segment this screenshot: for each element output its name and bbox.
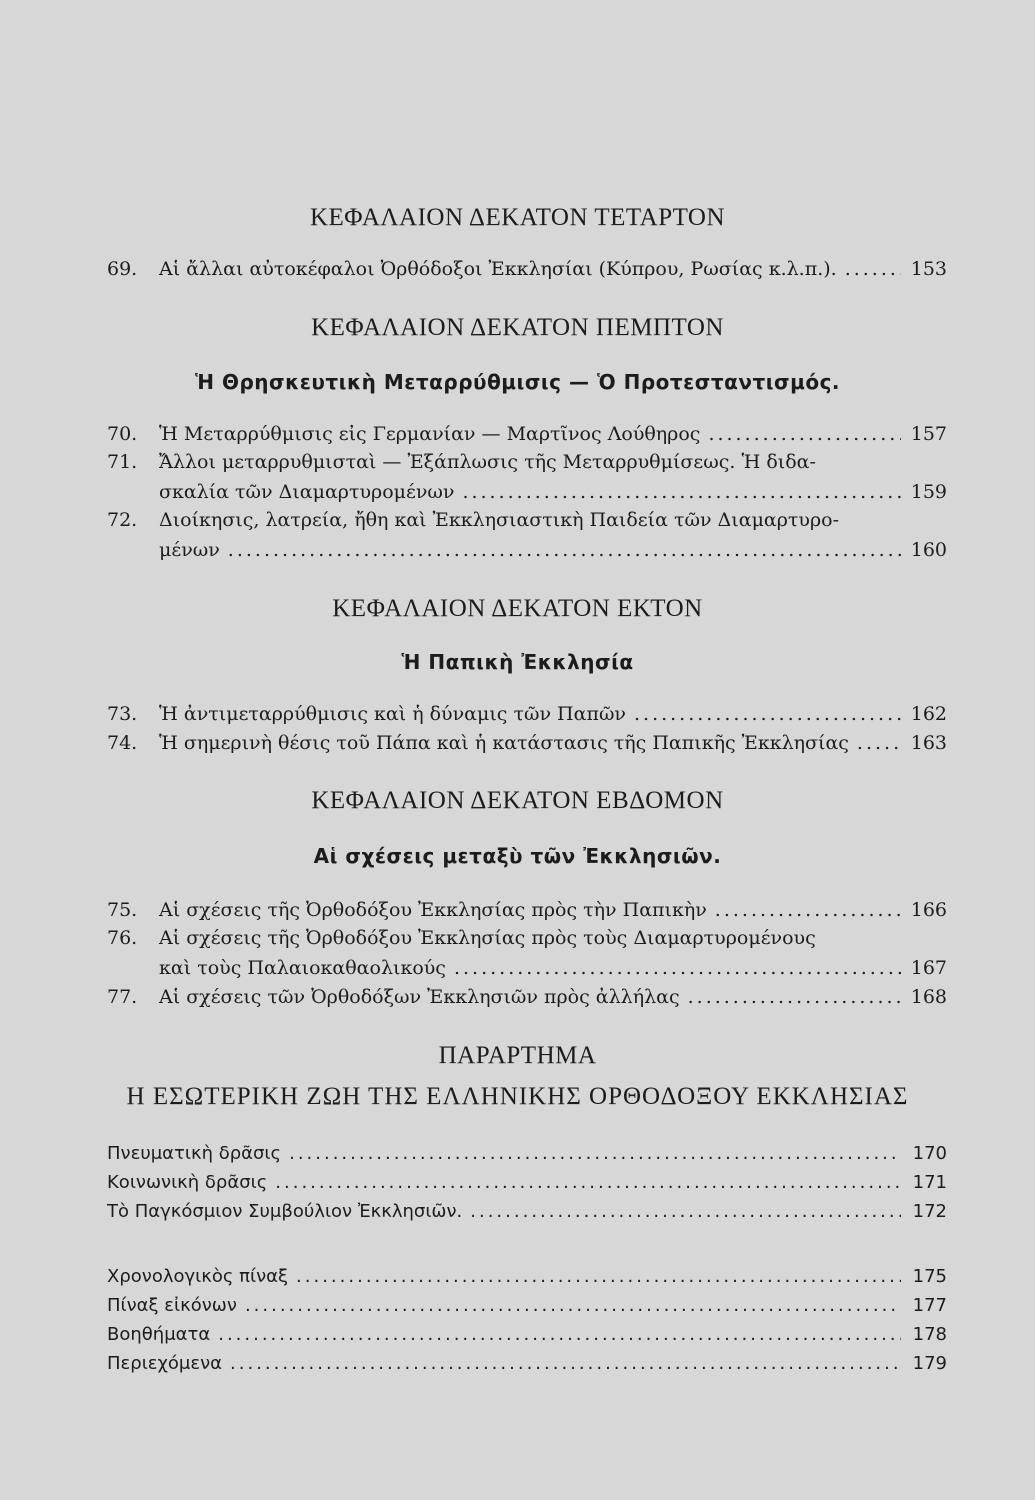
page-number: 179 [912,1353,947,1374]
dot-leader [688,986,901,1008]
back-matter-entry [107,1324,947,1345]
page-number: 162 [910,703,947,725]
toc-entry [107,899,947,921]
page-number: 171 [912,1172,947,1193]
dot-leader [845,258,901,280]
chapter-subtitle: Ἡ Θρησκευτικὴ Μεταρρύθμισις — Ὁ Προτεσταντισμός. [194,370,841,394]
back-matter-entry [107,1353,947,1374]
appendix-heading: ΠΑΡΑΡΤΗΜΑ [438,1042,597,1069]
entry-number: 76. [107,927,138,949]
entry-number: 77. [107,986,138,1008]
entry-title: Διοίκησις, λατρεία, ἤθη καὶ Ἐκκλησιαστικὴ Παιδεία τῶν Διαμαρτυρο- [159,509,840,531]
entry-title-continued: μένων [159,539,220,561]
page-number: 157 [910,423,947,445]
entry-number: 71. [107,451,138,473]
toc-entry [107,927,947,949]
page-number: 177 [912,1295,947,1316]
dot-leader [462,481,901,503]
entry-title-continued: καὶ τοὺς Παλαιοκαθαολικούς [159,957,446,979]
entry-number: 74. [107,732,138,754]
page-number: 178 [912,1324,947,1345]
dot-leader [715,899,901,921]
dot-leader [289,1143,901,1164]
dot-leader [634,703,901,725]
entry-title: Αἱ σχέσεις τῶν Ὀρθοδόξων Ἐκκλησιῶν πρὸς ἀλλήλας [159,986,680,1008]
toc-entry-continuation [107,539,947,561]
toc-entry [107,451,947,473]
chapter-subtitle: Αἱ σχέσεις μεταξὺ τῶν Ἐκκλησιῶν. [313,844,722,868]
page-number: 170 [912,1143,947,1164]
entry-number: 73. [107,703,138,725]
dot-leader [470,1201,901,1222]
page-number: 167 [910,957,947,979]
dot-leader [275,1172,901,1193]
dot-leader [296,1266,901,1287]
entry-title: Ἄλλοι μεταρρυθμισταὶ — Ἐξάπλωσις τῆς Μεταρρυθμίσεως. Ἡ διδα- [159,451,816,473]
entry-title: Χρονολογικὸς πίναξ [107,1266,289,1287]
entry-title: Κοινωνικὴ δρᾶσις [107,1172,268,1193]
entry-title-continued: σκαλία τῶν Διαμαρτυρομένων [159,481,455,503]
page-number: 160 [910,539,947,561]
chapter-subtitle: Ἡ Παπικὴ Ἐκκλησία [401,650,634,674]
entry-title: Ἡ Μεταρρύθμισις εἰς Γερμανίαν — Μαρτῖνος Λούθηρος [159,423,701,445]
page-number: 153 [910,258,947,280]
dot-leader [245,1295,901,1316]
toc-entry [107,703,947,725]
entry-title: Αἱ σχέσεις τῆς Ὀρθοδόξου Ἐκκλησίας πρὸς τοὺς Διαμαρτυρομένους [159,927,816,949]
chapter-heading: ΚΕΦΑΛΑΙΟΝ ΔΕΚΑΤΟΝ ΕΚΤΟΝ [332,595,703,622]
page-number: 172 [912,1201,947,1222]
entry-number: 72. [107,509,138,531]
page-number: 168 [910,986,947,1008]
dot-leader [230,1353,901,1374]
appendix-subtitle: Η ΕΣΩΤΕΡΙΚΗ ΖΩΗ ΤΗΣ ΕΛΛΗΝΙΚΗΣ ΟΡΘΟΔΟΞΟΥ ΕΚΚΛΗΣΙΑΣ [126,1083,909,1110]
dot-leader [857,732,901,754]
toc-entry-continuation [107,481,947,503]
dot-leader [218,1324,901,1345]
back-matter-entry [107,1295,947,1316]
chapter-heading: ΚΕΦΑΛΑΙΟΝ ΔΕΚΑΤΟΝ ΠΕΜΠΤΟΝ [311,314,724,341]
chapter-heading: ΚΕΦΑΛΑΙΟΝ ΔΕΚΑΤΟΝ ΤΕΤΑΡΤΟΝ [309,204,726,231]
toc-entry [107,986,947,1008]
entry-title: Αἱ σχέσεις τῆς Ὀρθοδόξου Ἐκκλησίας πρὸς τὴν Παπικὴν [159,899,707,921]
appendix-entry [107,1143,947,1164]
entry-title: Ἡ σημερινὴ θέσις τοῦ Πάπα καὶ ἡ κατάστασις τῆς Παπικῆς Ἐκκλησίας [159,732,849,754]
toc-entry-continuation [107,957,947,979]
page-number: 163 [910,732,947,754]
toc-entry [107,732,947,754]
toc-entry [107,258,947,280]
entry-title: Περιεχόμενα [107,1353,223,1374]
page-number: 159 [910,481,947,503]
entry-number: 70. [107,423,138,445]
entry-title: Πίναξ εἰκόνων [107,1295,237,1316]
dot-leader [454,957,901,979]
entry-number: 75. [107,899,138,921]
chapter-heading: ΚΕΦΑΛΑΙΟΝ ΔΕΚΑΤΟΝ ΕΒΔΟΜΟΝ [311,787,724,814]
page-number: 175 [912,1266,947,1287]
entry-title: Βοηθήματα [107,1324,211,1345]
entry-title: Πνευματικὴ δρᾶσις [107,1143,282,1164]
entry-number: 69. [107,258,138,280]
entry-title: Αἱ ἄλλαι αὐτοκέφαλοι Ὀρθόδοξοι Ἐκκλησίαι (Κύπρου, Ρωσίας κ.λ.π.). [159,258,837,280]
entry-title: Ἡ ἀντιμεταρρύθμισις καὶ ἡ δύναμις τῶν Παπῶν [159,703,626,725]
toc-entry [107,509,947,531]
dot-leader [708,423,901,445]
appendix-entry [107,1172,947,1193]
appendix-entry [107,1201,947,1222]
back-matter-entry [107,1266,947,1287]
toc-entry [107,423,947,445]
page-number: 166 [910,899,947,921]
entry-title: Τὸ Παγκόσμιον Συμβούλιον Ἐκκλησιῶν. [107,1201,463,1222]
dot-leader [228,539,901,561]
